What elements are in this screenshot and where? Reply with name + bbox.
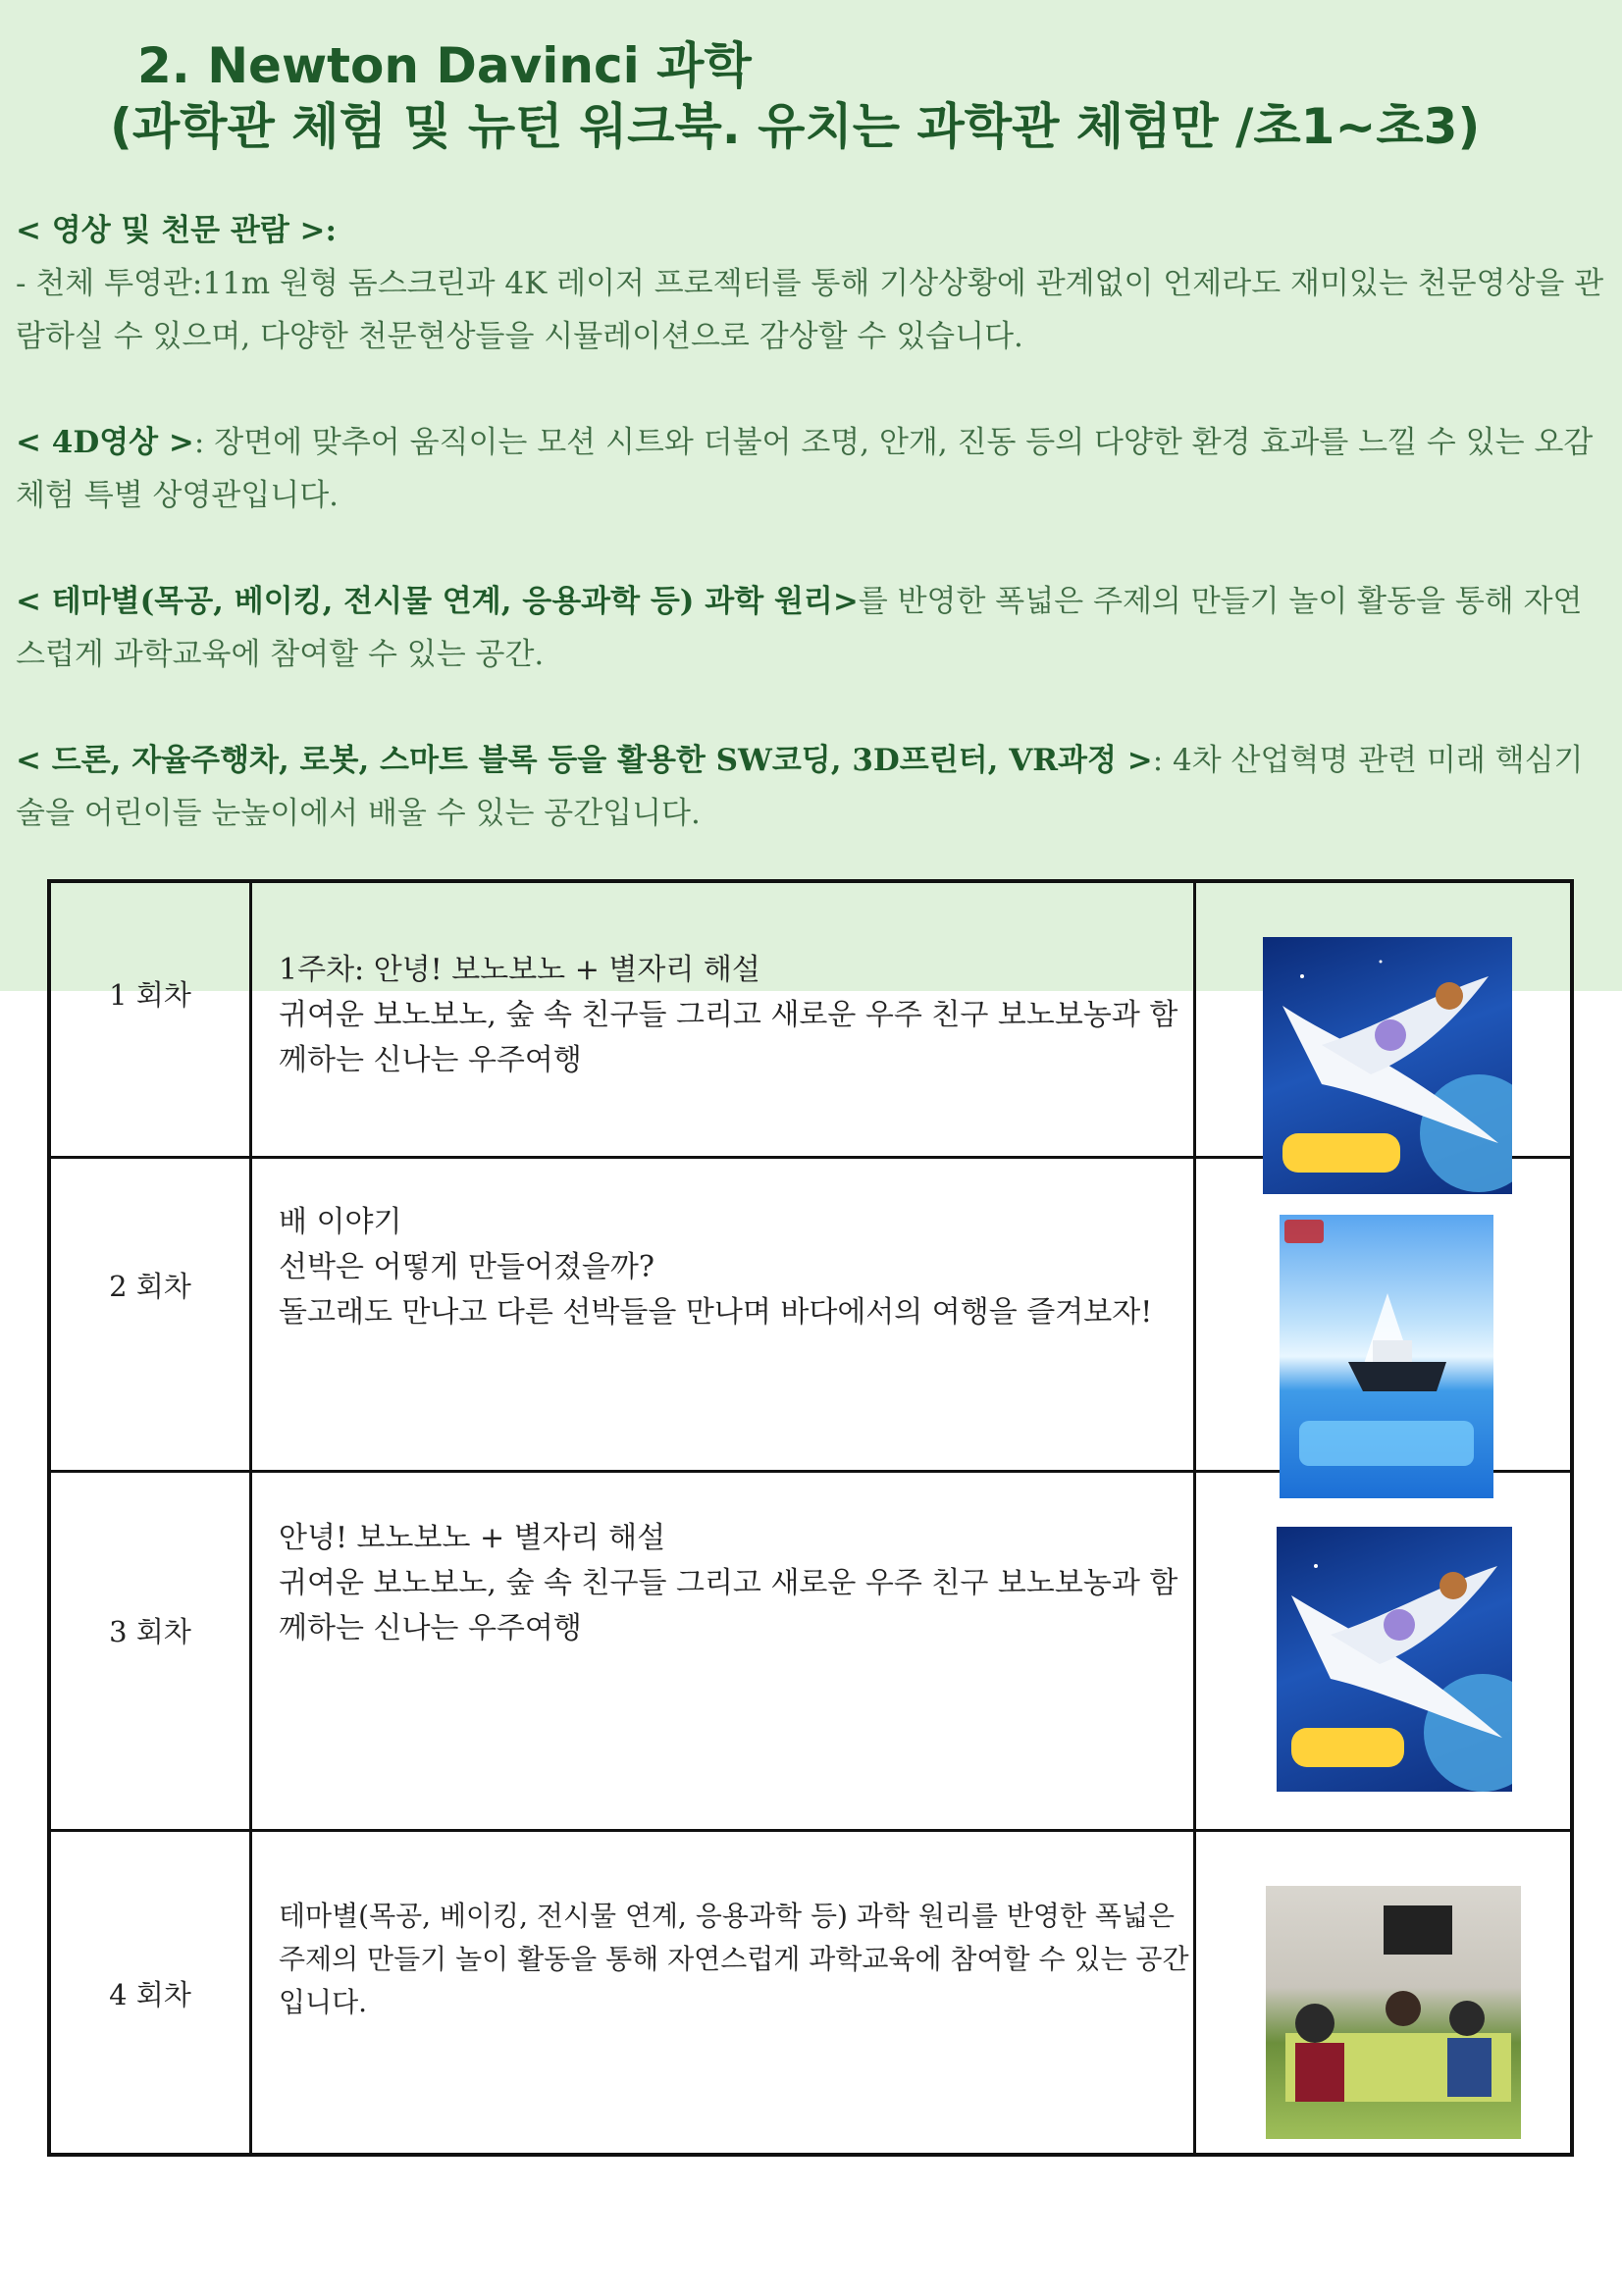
- session-detail: 귀여운 보노보노, 숲 속 친구들 그리고 새로운 우주 친구 보노보농과 함께하는 신나는 우주여행: [279, 998, 1178, 1077]
- section-body: : 4차 산업혁명 관련 미래 핵심기술을 어린이들 눈높이에서 배울 수 있는 공간입니다.: [16, 743, 1584, 831]
- session-number: 4 회차: [109, 1978, 191, 2011]
- bonobono-poster-art: [1277, 1527, 1512, 1792]
- section-heading: < 드론, 자율주행차, 로봇, 스마트 블록 등을 활용한 SW코딩, 3D프린터, VR과정 >: [16, 743, 1153, 778]
- section-4d: [16, 416, 1605, 522]
- bonobono-poster-art: [1263, 937, 1512, 1194]
- classroom-photo-art: [1266, 1886, 1521, 2139]
- section-heading: < 테마별(목공, 베이킹, 전시물 연계, 응용과학 등) 과학 원리>: [16, 584, 859, 619]
- section-screening: [16, 204, 1605, 363]
- title-line-2: (과학관 체험 및 뉴턴 워크북. 유치는 과학관 체험만 /초1~초3): [110, 98, 1481, 155]
- section-body: : 장면에 맞추어 움직이는 모션 시트와 더불어 조명, 안개, 진동 등의 다양한 환경 효과를 느낄 수 있는 오감체험 특별 상영관입니다.: [16, 425, 1594, 513]
- session-detail: 선박은 어떻게 만들어졌을까?: [279, 1250, 654, 1284]
- session-description: [279, 1200, 1191, 1335]
- ship-story-poster-image: [1280, 1215, 1493, 1498]
- title-line-1: 2. Newton Davinci 과학: [137, 37, 752, 94]
- classroom-activity-photo: [1266, 1886, 1521, 2139]
- session-detail: 귀여운 보노보노, 숲 속 친구들 그리고 새로운 우주 친구 보노보농과 함께하는 신나는 우주여행: [279, 1566, 1178, 1645]
- session-description: [279, 1895, 1191, 2024]
- session-description: [279, 948, 1191, 1083]
- session-detail: 돌고래도 만나고 다른 선박들을 만나며 바다에서의 여행을 즐겨보자!: [279, 1295, 1153, 1330]
- session-title: 안녕! 보노보노 + 별자리 해설: [279, 1521, 666, 1555]
- section-heading: < 4D영상 >: [16, 425, 194, 460]
- section-theme: [16, 575, 1605, 681]
- section-body: - 천체 투영관:11m 원형 돔스크린과 4K 레이저 프로젝터를 통해 기상상황에 관계없이 언제라도 재미있는 천문영상을 관람하실 수 있으며, 다양한 천문현상들을 시뮬레이션으로 감상할 수 있습니다.: [16, 266, 1604, 354]
- session-number: 1 회차: [109, 978, 191, 1012]
- session-title: 배 이야기: [279, 1205, 402, 1239]
- session-description: [279, 1516, 1191, 1651]
- bonobono-poster-image: [1277, 1527, 1512, 1792]
- ship-poster-art: [1280, 1215, 1493, 1498]
- program-description: [16, 204, 1605, 893]
- session-detail: 테마별(목공, 베이킹, 전시물 연계, 응용과학 등) 과학 원리를 반영한 폭넓은 주제의 만들기 놀이 활동을 통해 자연스럽게 과학교육에 참여할 수 있는 공간입니다.: [279, 1900, 1189, 2018]
- section-body: 를 반영한 폭넓은 주제의 만들기 놀이 활동을 통해 자연스럽게 과학교육에 참여할 수 있는 공간.: [16, 584, 1583, 672]
- section-heading: < 영상 및 천문 관람 >:: [16, 213, 337, 248]
- bonobono-poster-image: [1263, 937, 1512, 1194]
- session-title: 1주차: 안녕! 보노보노 + 별자리 해설: [279, 953, 760, 987]
- section-coding: [16, 734, 1605, 840]
- session-number: 3 회차: [109, 1615, 191, 1648]
- session-number: 2 회차: [109, 1270, 191, 1303]
